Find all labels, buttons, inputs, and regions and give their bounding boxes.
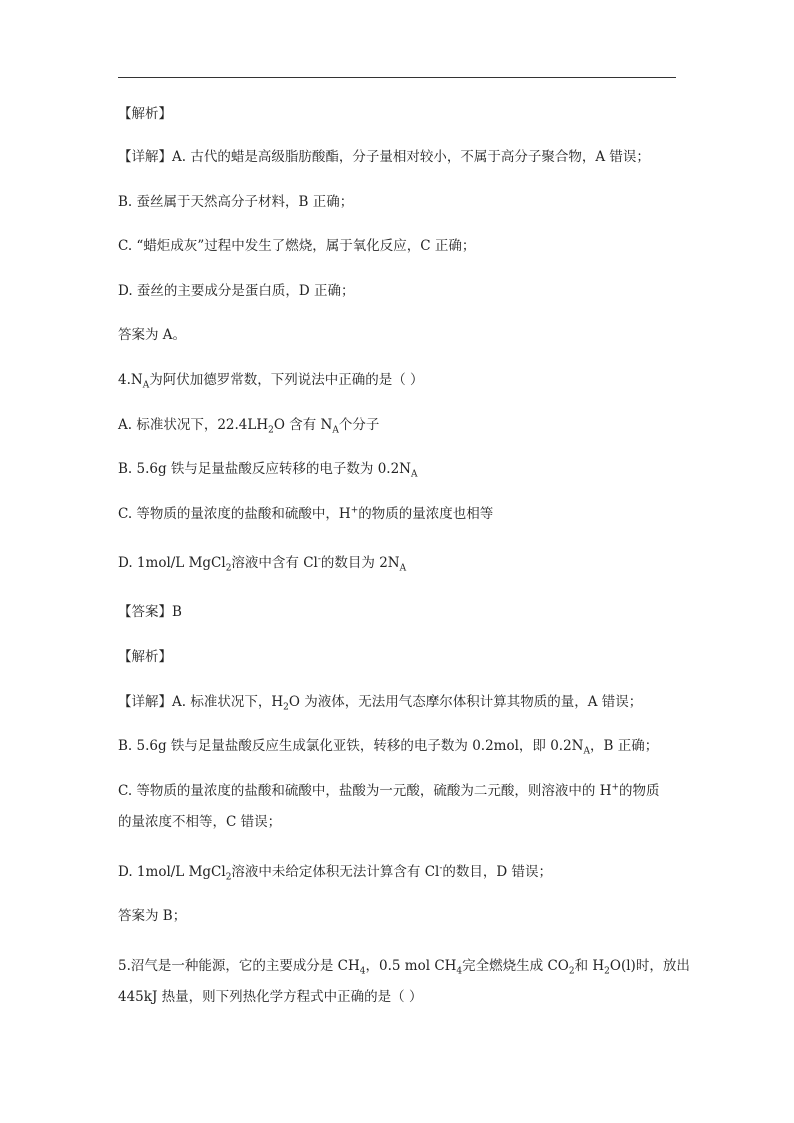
question-4-option-a: A. 标准状况下，$22.4LH_2O$ 含有 $N_A$个分子 <box>118 417 380 436</box>
answer-line-2: 答案为 B； <box>118 908 187 924</box>
detail2-line-c: C. 等物质的量浓度的盐酸和硫酸中，盐酸为一元酸，硫酸为二元酸，则溶液中的 H+的物质 <box>118 782 660 799</box>
analysis-heading-1: 【解析】 <box>118 106 172 122</box>
question-4-option-d: D. 1mol/L MgCl$_2$溶液中含有 Cl-的数目为 $2N_A$ <box>118 554 407 574</box>
header-rule <box>118 77 676 78</box>
question-4-option-b: B. 5.6g 铁与足量盐酸反应转移的电子数为 $0.2N_A$ <box>118 461 418 480</box>
detail-line-b: B. 蚕丝属于天然高分子材料，B 正确； <box>118 194 354 210</box>
answer-heading: 【答案】B <box>118 604 182 620</box>
question-5-stem: 5.沼气是一种能源，它的主要成分是 $CH_4$，0.5 mol $CH_4$完全燃烧生成 $CO_2$和 $H_2O(l)$时，放出 <box>118 958 690 977</box>
answer-line-1: 答案为 A。 <box>118 327 187 343</box>
detail2-line-d: D. 1mol/L MgCl$_2$溶液中未给定体积无法计算含有 Cl-的数目，D 错误； <box>118 863 553 883</box>
detail-line-a: 【详解】A. 古代的蜡是高级脂肪酸酯，分子量相对较小，不属于高分子聚合物，A 错误； <box>118 149 650 165</box>
detail2-line-b: B. 5.6g 铁与足量盐酸反应生成氯化亚铁，转移的电子数为 0.2mol，即 $0.2N_A$，B 正确； <box>118 738 659 757</box>
question-4-option-c: C. 等物质的量浓度的盐酸和硫酸中，H+的物质的量浓度也相等 <box>118 505 494 522</box>
detail2-line-c-cont: 的量浓度不相等，C 错误； <box>118 814 282 830</box>
detail2-line-a: 【详解】A. 标准状况下，$H_2O$ 为液体，无法用气态摩尔体积计算其物质的量，A 错误； <box>118 694 643 713</box>
analysis-heading-2: 【解析】 <box>118 649 172 665</box>
detail-line-d: D. 蚕丝的主要成分是蛋白质，D 正确； <box>118 283 355 299</box>
question-5-stem-cont: 445kJ 热量，则下列热化学方程式中正确的是（ ） <box>118 989 423 1005</box>
question-4-stem: $4.N_A$为阿伏加德罗常数，下列说法中正确的是（ ） <box>118 372 424 391</box>
detail-line-c: C. “蜡炬成灰”过程中发生了燃烧，属于氧化反应，C 正确； <box>118 238 476 254</box>
